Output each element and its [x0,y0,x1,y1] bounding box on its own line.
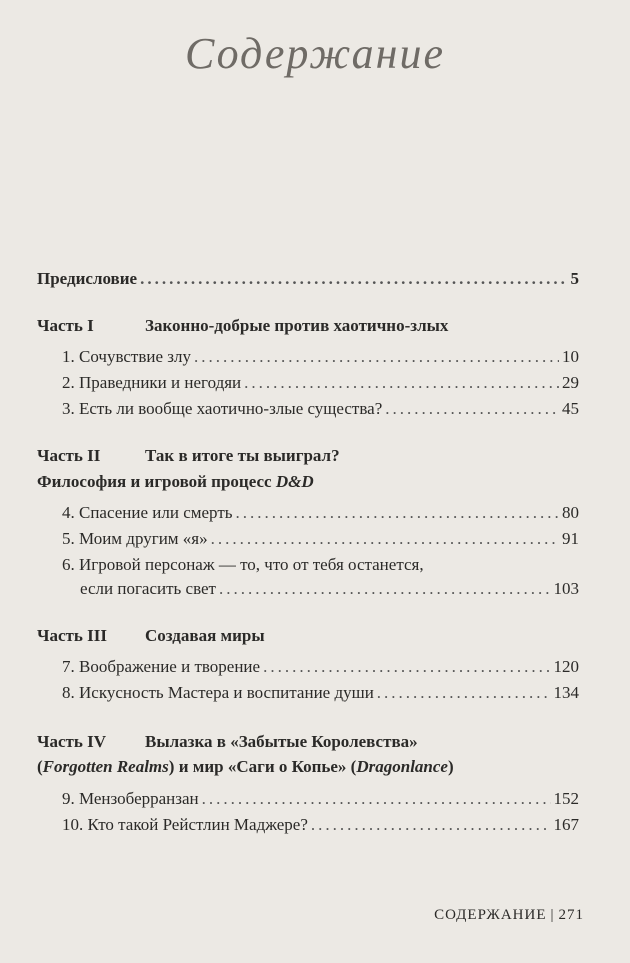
entry-label: 8. Искусность Мастера и воспитание души [62,683,374,702]
footer-separator: | [550,907,555,923]
toc-entry[interactable] [62,656,579,678]
part-title-line2 [37,472,314,492]
part-title-italic: D&D [275,472,314,491]
leader-dots [236,502,559,524]
part-title-text: ( [37,757,43,776]
leader-dots [202,788,551,810]
page-number: 271 [558,907,584,923]
part-title-line2 [37,757,454,777]
leader-dots [194,346,559,368]
toc-entry[interactable] [80,578,579,600]
leader-dots [211,528,559,550]
part-title-text: ) и мир «Саги о Копье» ( [168,757,357,776]
entry-label: 7. Воображение и творение [62,657,261,676]
part-title-italic: Dragonlance [356,757,448,776]
page-title: Содержание [184,29,445,78]
entry-page: 29 [562,373,579,392]
entry-page: 120 [553,657,579,676]
part-title: Законно-добрые против хаотично-злых [145,316,449,335]
toc-entry[interactable] [62,346,579,368]
entry-label: 1. Сочувствие злу [62,347,191,366]
entry-label: 6. Игровой персонаж — то, что от тебя останется, [62,555,424,574]
leader-dots [219,578,551,600]
part-title: Создавая миры [145,626,265,645]
entry-page: 152 [553,789,579,808]
toc-entry[interactable] [62,372,579,394]
part-label: Часть I [37,316,94,335]
entry-label: 3. Есть ли вообще хаотично-злые существа? [62,399,383,418]
entry-page: 167 [553,815,579,834]
entry-label: если погасить свет [80,579,216,598]
footer-section: СОДЕРЖАНИЕ [434,907,547,923]
toc-entry[interactable] [62,502,579,524]
part-title-italic: Forgotten Realms [42,757,169,776]
entry-page: 91 [562,529,579,548]
toc-entry[interactable] [62,398,579,420]
part-label: Часть III [37,626,107,645]
entry-page: 80 [562,503,579,522]
toc-entry-preface[interactable] [37,268,579,290]
toc-entry[interactable] [62,814,579,836]
entry-label: 4. Спасение или смерть [62,503,233,522]
entry-label: Предисловие [37,269,138,288]
leader-dots [140,268,567,290]
part-label: Часть II [37,446,101,465]
entry-label: 2. Праведники и негодяи [62,373,242,392]
entry-page: 5 [570,269,579,288]
leader-dots [244,372,559,394]
toc-entry-line1[interactable] [62,554,579,576]
entry-label: 10. Кто такой Рейстлин Маджере? [62,815,308,834]
entry-label: 9. Мензоберранзан [62,789,199,808]
leader-dots [311,814,551,836]
leader-dots [263,656,550,678]
part-title: Так в итоге ты выиграл? [145,446,340,465]
entry-label: 5. Моим другим «я» [62,529,208,548]
part-title: Вылазка в «Забытые Королевства» [145,732,418,751]
toc-entry[interactable] [62,788,579,810]
running-footer [434,907,584,924]
toc-entry[interactable] [62,682,579,704]
part-title-text: ) [447,757,454,776]
entry-page: 45 [562,399,579,418]
part-title-text: Философия и игровой процесс [37,472,276,491]
entry-page: 134 [553,683,579,702]
entry-page: 10 [562,347,579,366]
leader-dots [385,398,559,420]
leader-dots [377,682,551,704]
entry-page: 103 [553,579,579,598]
toc-entry[interactable] [62,528,579,550]
part-label: Часть IV [37,732,107,751]
